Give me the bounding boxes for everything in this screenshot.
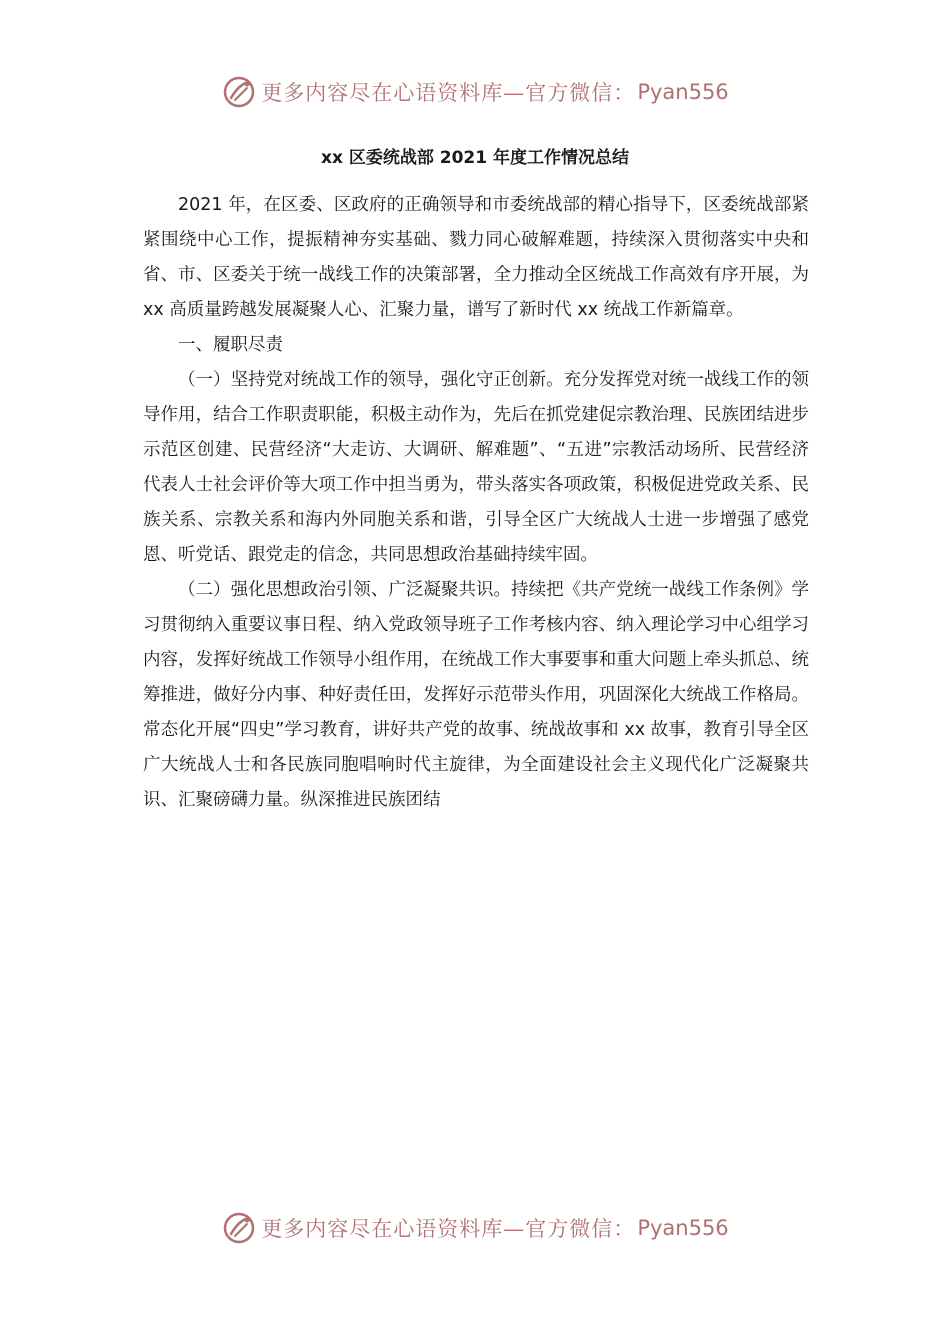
- logo-icon: [221, 1210, 257, 1246]
- document-body: [143, 188, 809, 818]
- watermark-footer: [0, 1208, 950, 1248]
- watermark-handle: Pyan556: [637, 1216, 729, 1240]
- watermark-handle: Pyan556: [637, 80, 729, 104]
- section-heading: 一、履职尽责: [178, 335, 283, 355]
- paragraph-2: （二）强化思想政治引领、广泛凝聚共识。持续把《共产党统一战线工作条例》学习贯彻纳入重要议事日程、纳入党政领导班子工作考核内容、纳入理论学习中心组学习内容，发挥好统战工作领导小组作用，在统战工作大事要事和重大问题上牵头抓总、统筹推进，做好分内事、种好责任田，发挥好示范带头作用，巩固深化大统战工作格局。常态化开展“四史”学习教育，讲好共产党的故事、统战故事和 xx 故事，教育引导全区广大统战人士和各民族同胞唱响时代主旋律，为全面建设社会主义现代化广泛凝聚共识、汇聚磅礴力量。纵深推进民族团结: [143, 580, 809, 810]
- watermark-header: [0, 72, 950, 112]
- document-title: xx 区委统战部 2021 年度工作情况总结: [321, 148, 629, 168]
- intro-paragraph: 2021 年，在区委、区政府的正确领导和市委统战部的精心指导下，区委统战部紧紧围绕中心工作，提振精神夯实基础、戮力同心破解难题，持续深入贯彻落实中央和省、市、区委关于统一战线工作的决策部署，全力推动全区统战工作高效有序开展，为 xx 高质量跨越发展凝聚人心、汇聚力量，谱写了新时代 xx 统战工作新篇章。: [143, 195, 809, 320]
- logo-icon: [221, 74, 257, 110]
- paragraph-1: （一）坚持党对统战工作的领导，强化守正创新。充分发挥党对统一战线工作的领导作用，结合工作职责职能，积极主动作为，先后在抓党建促宗教治理、民族团结进步示范区创建、民营经济“大走访、大调研、解难题”、“五进”宗教活动场所、民营经济代表人士社会评价等大项工作中担当勇为，带头落实各项政策，积极促进党政关系、民族关系、宗教关系和海内外同胞关系和谐，引导全区广大统战人士进一步增强了感党恩、听党话、跟党走的信念，共同思想政治基础持续牢固。: [143, 370, 809, 565]
- watermark-text: 更多内容尽在心语资料库—官方微信：: [261, 81, 636, 105]
- watermark-text: 更多内容尽在心语资料库—官方微信：: [261, 1217, 636, 1241]
